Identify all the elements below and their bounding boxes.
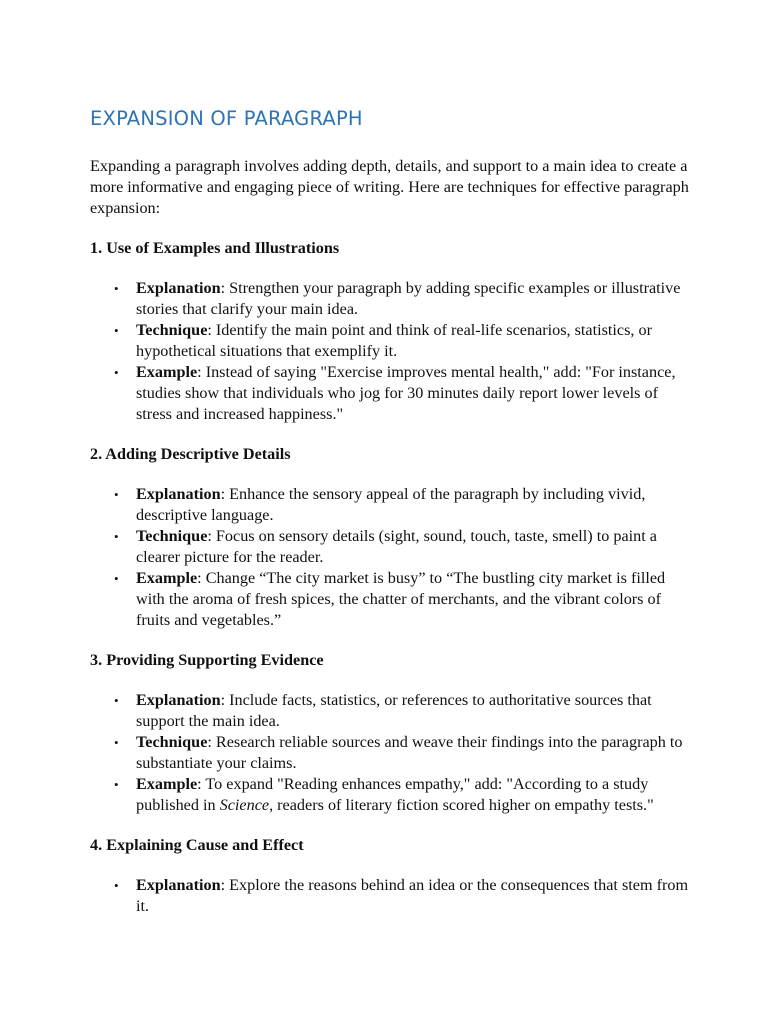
item-term: Example: [136, 569, 198, 587]
bullet-list: [90, 875, 690, 917]
bullet-icon: •: [114, 365, 119, 380]
list-item: [90, 526, 690, 568]
document-body: [90, 104, 690, 936]
list-item: [90, 278, 690, 320]
item-text: : Explore the reasons behind an idea or the consequences that stem from it.: [136, 876, 689, 915]
list-item: [90, 774, 690, 816]
item-text: : Include facts, statistics, or references to authoritative sources that support the main idea.: [136, 691, 652, 730]
bullet-icon: •: [114, 735, 119, 750]
list-item: [90, 732, 690, 774]
bullet-icon: •: [114, 487, 119, 502]
document-title: EXPANSION OF PARAGRAPH: [90, 107, 363, 130]
section-heading: 1. Use of Examples and Illustrations: [90, 239, 340, 257]
item-text: : Change “The city market is busy” to “The bustling city market is filled with the aroma of fresh spices, the chatter of merchants, and the vibrant colors of fruits and vegetables.”: [136, 569, 666, 629]
section-heading: 2. Adding Descriptive Details: [90, 445, 291, 463]
bullet-list: [90, 484, 690, 631]
list-item: [90, 568, 690, 631]
section-heading: 3. Providing Supporting Evidence: [90, 651, 324, 669]
item-text-after: , readers of literary fiction scored higher on empathy tests.": [269, 796, 654, 814]
item-emphasis: Science: [219, 796, 270, 814]
bullet-icon: •: [114, 323, 119, 338]
list-item: [90, 690, 690, 732]
bullet-icon: •: [114, 878, 119, 893]
item-term: Explanation: [136, 691, 221, 709]
list-item: [90, 875, 690, 917]
item-term: Explanation: [136, 279, 221, 297]
bullet-list: [90, 278, 690, 425]
bullet-list: [90, 690, 690, 816]
item-term: Technique: [136, 321, 208, 339]
item-text: : Strengthen your paragraph by adding specific examples or illustrative stories that clarify your main idea.: [136, 279, 681, 318]
item-term: Explanation: [136, 876, 221, 894]
item-text: : Research reliable sources and weave their findings into the paragraph to substantiate your claims.: [136, 733, 683, 772]
bullet-icon: •: [114, 693, 119, 708]
item-text: : Enhance the sensory appeal of the paragraph by including vivid, descriptive language.: [136, 485, 646, 524]
item-term: Technique: [136, 527, 208, 545]
list-item: [90, 484, 690, 526]
item-term: Technique: [136, 733, 208, 751]
list-item: [90, 362, 690, 425]
item-text: : Instead of saying "Exercise improves mental health," add: "For instance, studies show that individuals who jog for 30 minutes daily report lower levels of stress and increased happiness.": [136, 363, 676, 423]
intro-paragraph: Expanding a paragraph involves adding depth, details, and support to a main idea to create a more informative and engaging piece of writing. Here are techniques for effective paragraph expansion:: [90, 157, 689, 217]
item-term: Example: [136, 363, 198, 381]
item-text: : To expand "Reading enhances empathy," add: "According to a study published in: [136, 775, 649, 814]
section-heading: 4. Explaining Cause and Effect: [90, 836, 304, 854]
bullet-icon: •: [114, 777, 119, 792]
bullet-icon: •: [114, 571, 119, 586]
item-text: : Focus on sensory details (sight, sound, touch, taste, smell) to paint a clearer picture for the reader.: [136, 527, 657, 566]
item-text: : Identify the main point and think of real-life scenarios, statistics, or hypothetical situations that exemplify it.: [136, 321, 652, 360]
item-term: Example: [136, 775, 198, 793]
item-term: Explanation: [136, 485, 221, 503]
bullet-icon: •: [114, 281, 119, 296]
bullet-icon: •: [114, 529, 119, 544]
list-item: [90, 320, 690, 362]
